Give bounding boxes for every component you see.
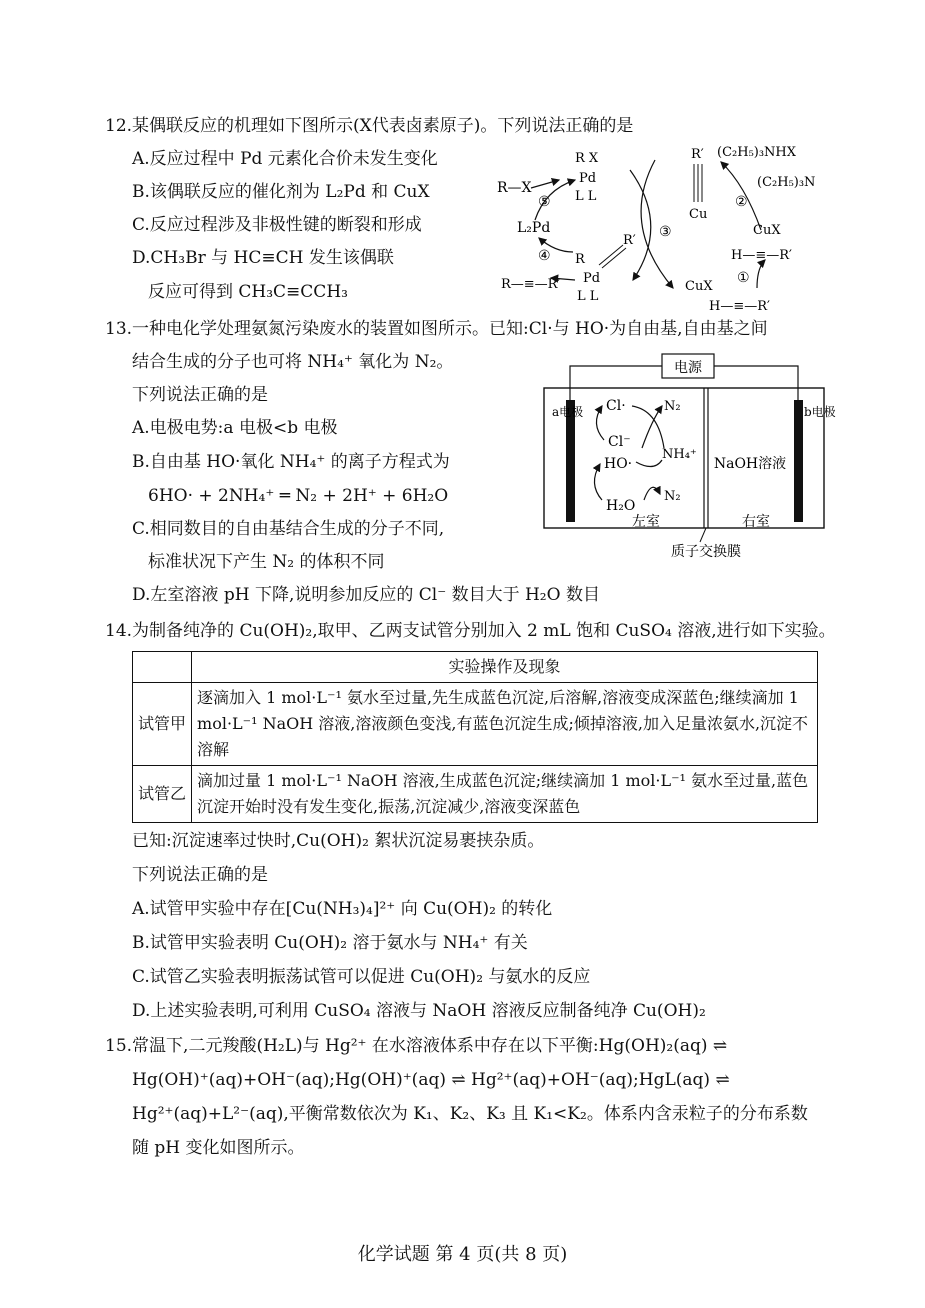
q14-ask: 下列说法正确的是	[132, 865, 268, 885]
q13-ask: 下列说法正确的是	[132, 385, 268, 405]
q12-option-d: D.CH₃Br 与 HC≡CH 发生该偶联	[132, 248, 394, 268]
q14-option-a: A.试管甲实验中存在[Cu(NH₃)₄]²⁺ 向 Cu(OH)₂ 的转化	[132, 899, 553, 919]
q13-electrode-b	[794, 400, 803, 522]
q13-option-d: D.左室溶液 pH 下降,说明参加反应的 Cl⁻ 数目大于 H₂O 数目	[132, 585, 600, 605]
table-header: 实验操作及现象	[192, 652, 818, 683]
q12-step2: ②	[735, 194, 748, 210]
q13-naoh-label: NaOH溶液	[713, 456, 787, 472]
q14-stem: 14.为制备纯净的 Cu(OH)₂,取甲、乙两支试管分别加入 2 mL 饱和 CuSO₄ 溶液,进行如下实验。	[105, 621, 836, 641]
q12-product: R—≡—R′	[501, 277, 561, 292]
q15-line3: Hg²⁺(aq)+L²⁻(aq),平衡常数依次为 K₁、K₂、K₃ 且 K₁<K₂。体系内含汞粒子的分布系数	[132, 1104, 808, 1124]
q13-membrane-label: 质子交换膜	[671, 544, 741, 560]
row-text-tube-b: 滴加过量 1 mol·L⁻¹ NaOH 溶液,生成蓝色沉淀;继续滴加 1 mol·L⁻¹ 氨水至过量,蓝色沉淀开始时没有发生变化,振荡,沉淀减少,溶液变深蓝色	[192, 766, 818, 823]
q13-option-b-equation: 6HO· + 2NH₄⁺ ═ N₂ + 2H⁺ + 6H₂O	[148, 486, 449, 506]
q13-cl-radical: Cl·	[606, 398, 626, 414]
q15-line2: Hg(OH)⁺(aq)+OH⁻(aq);Hg(OH)⁺(aq) ⇌ Hg²⁺(aq)+OH⁻(aq);HgL(aq) ⇌	[132, 1070, 730, 1090]
q12-cat2-ll: L L	[577, 289, 599, 304]
q12-cux-right: CuX	[753, 223, 781, 238]
q13-ho-radical: HO·	[604, 456, 633, 472]
q12-h-alkyne-bottom: H—≡—R′	[709, 299, 770, 314]
q13-option-c: C.相同数目的自由基结合生成的分子不同,	[132, 519, 445, 539]
q15-line1: 15.常温下,二元羧酸(H₂L)与 Hg²⁺ 在水溶液体系中存在以下平衡:Hg(OH)₂(aq) ⇌	[105, 1036, 728, 1056]
q13-option-a: A.电极电势:a 电极<b 电极	[132, 418, 338, 438]
q12-h-alkyne-top: H—≡—R′	[731, 248, 792, 263]
q13-electrolysis-diagram	[540, 350, 836, 565]
q14-option-b: B.试管甲实验表明 Cu(OH)₂ 溶于氨水与 NH₄⁺ 有关	[132, 933, 528, 953]
table-row	[133, 683, 818, 766]
table-corner-cell	[133, 652, 192, 683]
q12-rx-label: R—X	[497, 180, 532, 196]
q12-et3n: (C₂H₅)₃N	[757, 175, 816, 190]
q12-cat2-r: R	[575, 252, 585, 267]
q13-nh4: NH₄⁺	[662, 447, 697, 462]
row-label-tube-a: 试管甲	[133, 683, 192, 766]
q13-electrode-b-label: b电极	[804, 405, 836, 419]
table-row	[133, 766, 818, 823]
q13-stem-line2: 结合生成的分子也可将 NH₄⁺ 氧化为 N₂。	[132, 352, 454, 372]
q14-known: 已知:沉淀速率过快时,Cu(OH)₂ 絮状沉淀易裹挟杂质。	[132, 831, 545, 851]
q12-option-d-cont: 反应可得到 CH₃C≡CCH₃	[148, 282, 348, 302]
q12-step3: ③	[659, 224, 672, 240]
q12-mechanism-diagram	[495, 140, 825, 315]
q12-cu-rp: R′	[691, 147, 704, 162]
q12-step5: ⑤	[538, 194, 551, 210]
table-row	[133, 652, 818, 683]
row-label-tube-b: 试管乙	[133, 766, 192, 823]
q12-step1: ①	[737, 270, 750, 286]
q13-h2o: H₂O	[606, 498, 636, 514]
q12-cu: Cu	[689, 207, 708, 222]
q14-option-d: D.上述实验表明,可利用 CuSO₄ 溶液与 NaOH 溶液反应制备纯净 Cu(OH)₂	[132, 1001, 706, 1021]
q12-option-c: C.反应过程涉及非极性键的断裂和形成	[132, 215, 422, 235]
q12-option-b: B.该偶联反应的催化剂为 L₂Pd 和 CuX	[132, 182, 430, 202]
q13-power-label: 电源	[674, 360, 702, 376]
q13-cl-ion: Cl⁻	[608, 434, 631, 450]
q13-electrode-a-label: a电极	[552, 405, 584, 419]
q13-stem-line1: 13.一种电化学处理氨氮污染废水的装置如图所示。已知:Cl·与 HO·为自由基,自由基之间	[105, 319, 768, 339]
q12-cat1-ll: L L	[575, 189, 597, 204]
q13-option-b: B.自由基 HO·氧化 NH₄⁺ 的离子方程式为	[132, 452, 450, 472]
q12-l2pd-label: L₂Pd	[517, 220, 551, 236]
q13-right-room: 右室	[742, 514, 770, 530]
q14-option-c: C.试管乙实验表明振荡试管可以促进 Cu(OH)₂ 与氨水的反应	[132, 967, 591, 987]
q12-step4: ④	[538, 248, 551, 264]
q13-n2-top: N₂	[664, 399, 681, 414]
q12-cat1-top: R X	[575, 151, 599, 166]
page-footer: 化学试题 第 4 页(共 8 页)	[357, 1244, 568, 1265]
q12-cux-bottom: CuX	[685, 279, 713, 294]
q15-line4: 随 pH 变化如图所示。	[132, 1138, 305, 1158]
q12-stem: 12.某偶联反应的机理如下图所示(X代表卤素原子)。下列说法正确的是	[105, 116, 634, 136]
q13-n2-bottom: N₂	[664, 489, 681, 504]
q12-et3nhx: (C₂H₅)₃NHX	[717, 145, 797, 160]
q12-cat1-pd: Pd	[579, 171, 597, 186]
q12-cat2-pd: Pd	[583, 271, 601, 286]
row-text-tube-a: 逐滴加入 1 mol·L⁻¹ 氨水至过量,先生成蓝色沉淀,后溶解,溶液变成深蓝色;继续滴加 1 mol·L⁻¹ NaOH 溶液,溶液颜色变浅,有蓝色沉淀生成;倾掉溶液,加入足量浓氨水,沉淀不溶解	[192, 683, 818, 766]
q13-left-room: 左室	[632, 514, 660, 530]
q13-option-c-cont: 标准状况下产生 N₂ 的体积不同	[148, 552, 385, 572]
q12-cat2-rp: R′	[623, 233, 636, 248]
q14-experiment-table	[132, 651, 818, 823]
q12-option-a: A.反应过程中 Pd 元素化合价未发生变化	[132, 149, 438, 169]
